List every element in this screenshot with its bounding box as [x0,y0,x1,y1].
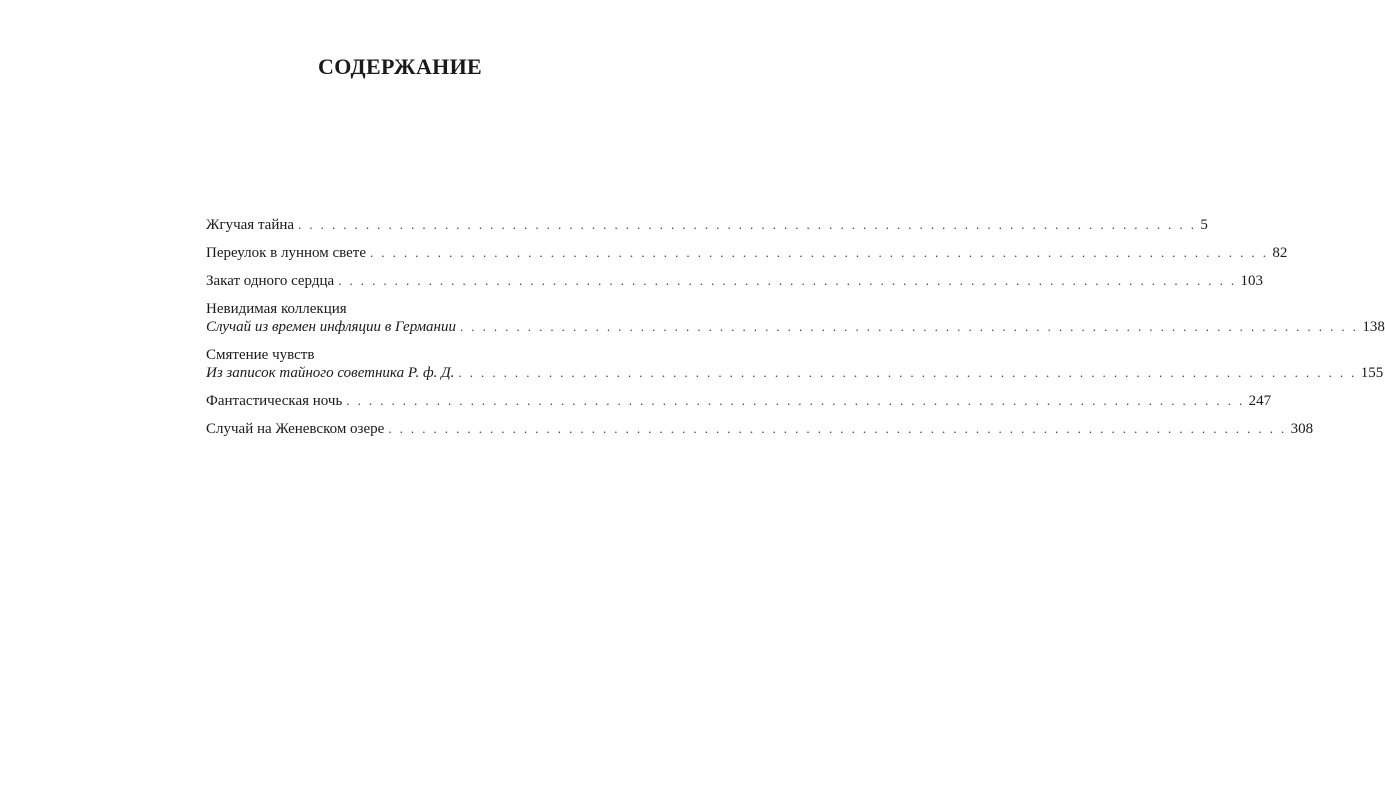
toc-page-number: 82 [1272,245,1288,261]
toc-line [206,300,584,318]
toc-entry-title: Случай на Женевском озере [206,421,385,437]
dot-leader: . . . . . . . . . . . . . . . . . . . . . . . . . . . . . . . . . . . . . . . . . . . . . . . . . . . . . . . . . . . . . . . . . . . . . . . . . . . . . . . . [388,421,1287,436]
toc-entry-title: Фантастическая ночь [206,393,343,409]
toc-entry-heading: Смятение чувств [206,347,315,363]
toc-entry-subtitle: Из записок тайного советника Р. ф. Д. [206,365,455,381]
toc-entry-heading: Невидимая коллекция [206,301,347,317]
table-of-contents [206,216,1385,448]
toc-page-number: 138 [1362,319,1385,335]
dot-leader: . . . . . . . . . . . . . . . . . . . . . . . . . . . . . . . . . . . . . . . . . . . . . . . . . . . . . . . . . . . . . . . . . . . . . . . . . . . . . . . . [370,245,1269,260]
toc-entry-title: Переулок в лунном свете [206,245,366,261]
toc-line [206,420,1314,438]
toc-page-number: 103 [1240,273,1264,289]
dot-leader: . . . . . . . . . . . . . . . . . . . . . . . . . . . . . . . . . . . . . . . . . . . . . . . . . . . . . . . . . . . . . . . . . . . . . . . . . . . . . . . . [346,393,1245,408]
toc-entry-title: Закат одного сердца [206,273,335,289]
toc-page-number: 247 [1248,393,1272,409]
toc-entry-title: Жгучая тайна [206,217,295,233]
toc-entry[interactable] [206,272,1264,290]
toc-line [206,272,1264,290]
toc-entry-subtitle: Случай из времен инфляции в Германии [206,319,456,335]
toc-entry[interactable] [206,392,1272,410]
dot-leader: . . . . . . . . . . . . . . . . . . . . . . . . . . . . . . . . . . . . . . . . . . . . . . . . . . . . . . . . . . . . . . . . . . . . . . . . . . . . . . . . [459,319,1359,334]
toc-line [206,364,1384,382]
toc-line [206,244,1288,262]
toc-page-number: 5 [1200,217,1208,233]
toc-line [206,318,1385,336]
toc-entry[interactable] [206,420,1314,438]
toc-line [206,392,1272,410]
toc-page-number: 308 [1290,421,1314,437]
toc-line [206,346,584,364]
toc-entry[interactable] [206,346,1384,382]
toc-entry[interactable] [206,216,1208,234]
dot-leader: . . . . . . . . . . . . . . . . . . . . . . . . . . . . . . . . . . . . . . . . . . . . . . . . . . . . . . . . . . . . . . . . . . . . . . . . . . . . . . . . [338,273,1237,288]
page-title: СОДЕРЖАНИЕ [318,54,482,79]
toc-page-number: 155 [1360,365,1384,381]
toc-entry[interactable] [206,244,1288,262]
dot-leader: . . . . . . . . . . . . . . . . . . . . . . . . . . . . . . . . . . . . . . . . . . . . . . . . . . . . . . . . . . . . . . . . . . . . . . . . . . . . . . . . [458,365,1357,380]
dot-leader: . . . . . . . . . . . . . . . . . . . . . . . . . . . . . . . . . . . . . . . . . . . . . . . . . . . . . . . . . . . . . . . . . . . . . . . . . . . . . . . . [298,217,1197,232]
toc-entry[interactable] [206,300,1385,336]
toc-line [206,216,1208,234]
